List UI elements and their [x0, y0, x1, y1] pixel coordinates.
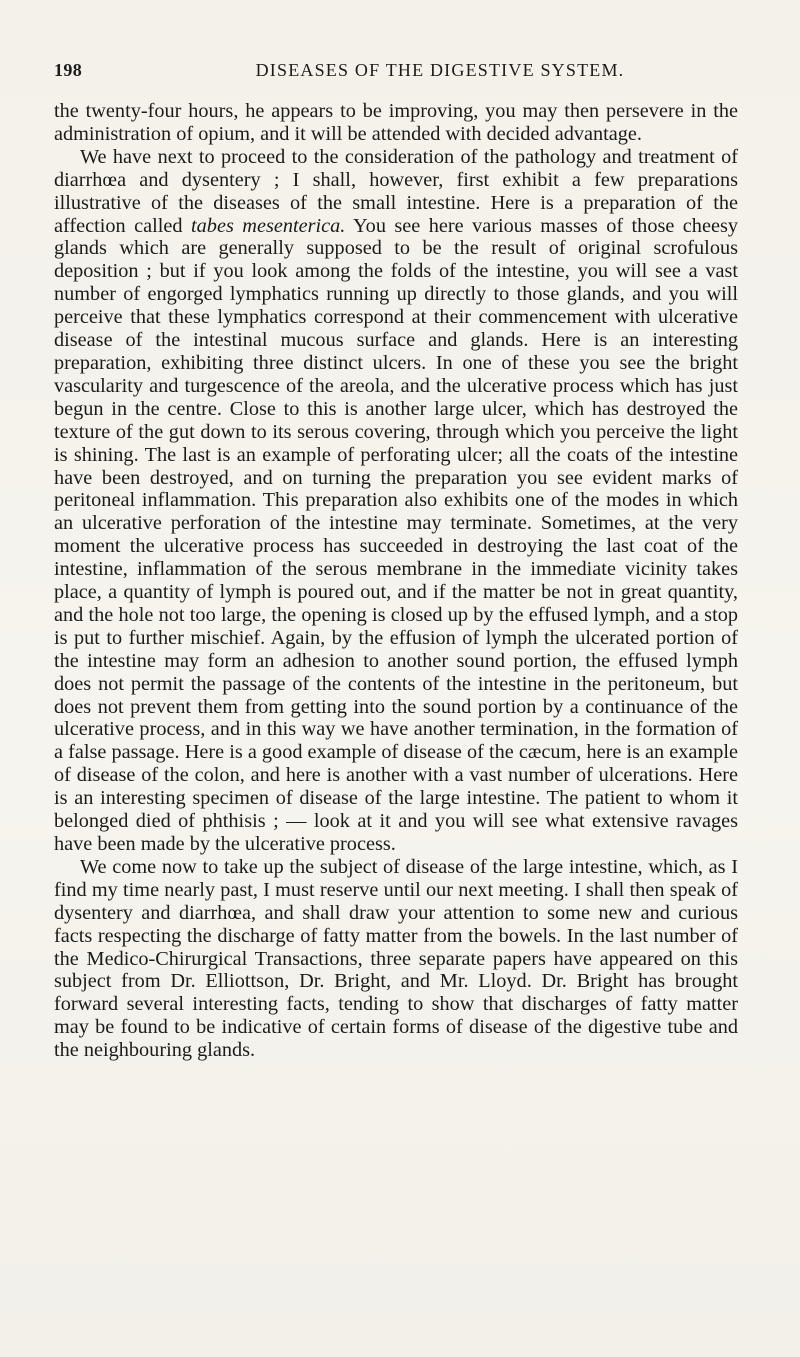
italic-term-tabes-mesenterica: tabes mesenterica.	[191, 214, 346, 237]
running-head: DISEASES OF THE DIGESTIVE SYSTEM.	[255, 60, 625, 80]
paragraph-text-before-italic: We have next to proceed to the consideration of the pathology and treatment of diarrhœa and dysentery ; I shall, however, first exhibit a few preparations illustrative of the diseases of the small intestine. Here is a preparation of the affection called	[54, 145, 738, 237]
paragraph-large-intestine-intro: We come now to take up the subject of disease of the large intestine, which, as I find my time nearly past, I must reserve until our next meeting. I shall then speak of dysentery and diarrhœa, and shall draw your attention to some new and curious facts respecting the discharge of fatty matter from the bowels. In the last number of the Medico-Chirurgical Transactions, three separate papers have appeared on this subject from Dr. Elliottson, Dr. Bright, and Mr. Lloyd. Dr. Bright has brought forward several interesting facts, tending to show that discharges of fatty matter may be found to be indicative of certain forms of disease of the digestive tube and the neighbouring glands.	[54, 855, 738, 1062]
paragraph-small-intestine-preparations	[54, 146, 738, 856]
page-number: 198	[54, 60, 83, 80]
body-text	[54, 100, 738, 1062]
page-header	[54, 55, 746, 85]
paragraph-continuation: the twenty-four hours, he appears to be improving, you may then persevere in the administration of opium, and it will be attended with decided advantage.	[54, 100, 738, 145]
paragraph-text-after-italic: You see here various masses of those cheesy glands which are generally supposed to be the result of original scrofulous deposition ; but if you look among the folds of the intestine, you will see a vast number of engorged lymphatics running up directly to those glands, and you will perceive that these lymphatics correspond at their commencement with ulcerative disease of the intestinal mucous surface and glands. Here is an interesting preparation, exhibiting three distinct ulcers. In one of these you see the bright vascularity and turgescence of the areola, and the ulcerative process which has just begun in the centre. Close to this is another large ulcer, which has destroyed the texture of the gut down to its serous covering, through which you perceive the light is shining. The last is an example of perforating ulcer; all the coats of the intestine have been destroyed, and on turning the preparation you see evident marks of peritoneal inflammation. This preparation also exhibits one of the modes in which an ulcerative perforation of the intestine may terminate. Sometimes, at the very moment the ulcerative process has succeeded in destroying the last coat of the intestine, inflammation of the serous membrane in the immediate vicinity takes place, a quantity of lymph is poured out, and if the matter be not in great quantity, and the hole not too large, the opening is closed up by the effused lymph, and a stop is put to further mischief. Again, by the effusion of lymph the ulcerated portion of the intestine may form an adhesion to another sound portion, the effused lymph does not permit the passage of the contents of the intestine in the peritoneum, but does not prevent them from getting into the sound portion by a continuance of the ulcerative process, and in this way we have another termination, in the formation of a false passage. Here is a good example of disease of the cæcum, here is an example of disease of the colon, and here is another with a vast number of ulcerations. Here is an interesting specimen of disease of the large intestine. The patient to whom it belonged died of phthisis ; — look at it and you will see what extensive ravages have been made by the ulcerative process.	[54, 214, 738, 855]
